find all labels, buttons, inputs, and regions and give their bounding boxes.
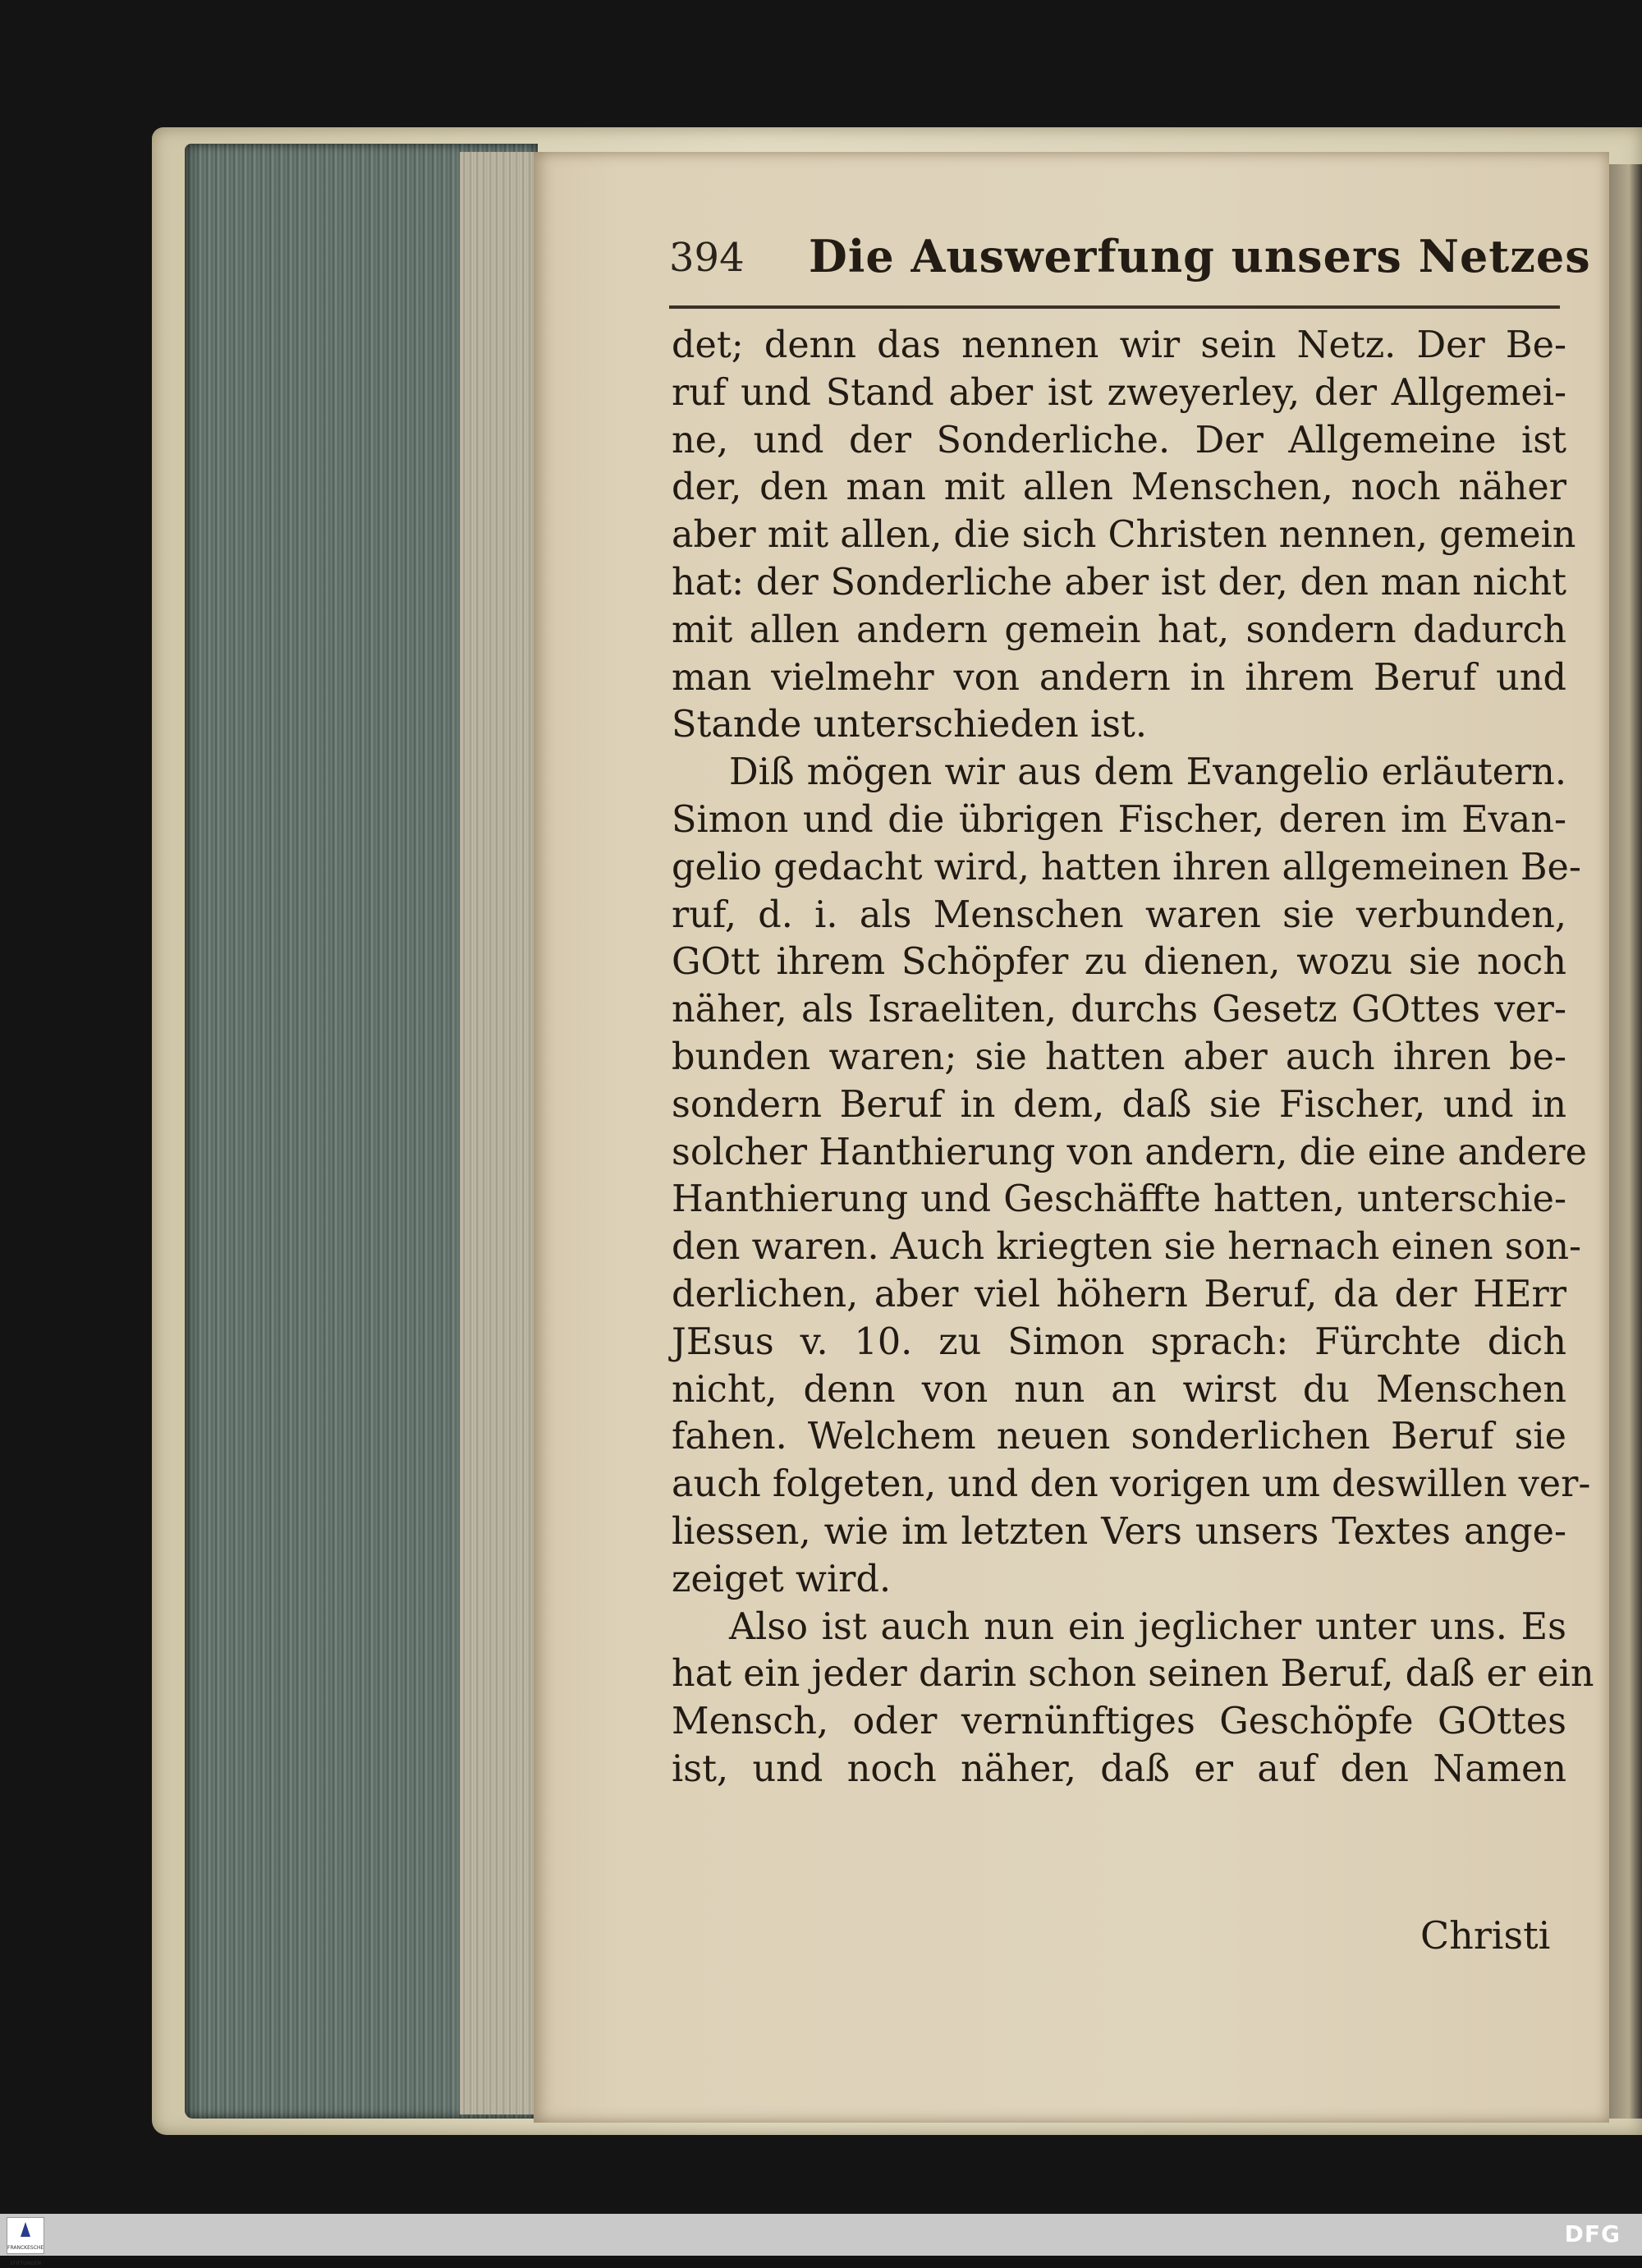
text-line: mit allen andern gemein hat, sondern dadurch: [672, 608, 1566, 651]
page-number: 394: [669, 235, 745, 281]
text-line: auch folgeten, und den vorigen um deswillen ver-: [672, 1463, 1591, 1506]
institution-logo[interactable]: [7, 2217, 44, 2266]
facing-page-edge: [1609, 164, 1642, 2119]
text-line: man vielmehr von andern in ihrem Beruf und: [672, 656, 1566, 699]
text-line: der, den man mit allen Menschen, noch näher: [672, 466, 1566, 509]
running-head: [669, 230, 1591, 296]
text-line: det; denn das nennen wir sein Netz. Der Be-: [672, 324, 1566, 366]
running-head-title: Die Auswerfung unsers Netzes: [809, 230, 1591, 282]
text-line: den waren. Auch kriegten sie hernach einen son-: [672, 1226, 1582, 1269]
text-line: fahen. Welchem neuen sonderlichen Beruf sie: [672, 1416, 1566, 1458]
text-line: ruf und Stand aber ist zweyerley, der Allgemei-: [672, 371, 1566, 414]
text-line: JEsus v. 10. zu Simon sprach: Fürchte dich: [672, 1320, 1566, 1363]
text-line: Simon und die übrigen Fischer, deren im Evan-: [672, 798, 1566, 841]
logo-mark-icon: [21, 2222, 30, 2237]
text-line: zeiget wird.: [672, 1558, 892, 1600]
catchword: Christi: [1420, 1913, 1551, 1958]
logo-caption: FRANCKESCHE STIFTUNGEN: [7, 2245, 44, 2266]
text-line: ist, und noch näher, daß er auf den Namen: [672, 1747, 1566, 1790]
text-line: Mensch, oder vernünftiges Geschöpfe GOttes: [672, 1701, 1566, 1743]
text-line: derlichen, aber viel höhern Beruf, da der HErr: [672, 1273, 1566, 1315]
viewer-footer-bar: [0, 2214, 1642, 2266]
body-text: [672, 322, 1594, 1793]
text-line: Also ist auch nun ein jeglicher unter uns. Es: [729, 1605, 1566, 1648]
text-line: bunden waren; sie hatten aber auch ihren be-: [672, 1035, 1566, 1078]
text-line: Stande unterschieden ist.: [672, 704, 1148, 746]
text-line: nicht, denn von nun an wirst du Menschen: [672, 1368, 1566, 1411]
text-line: Hanthierung und Geschäffte hatten, unterschie-: [672, 1178, 1566, 1221]
text-line: ne, und der Sonderliche. Der Allgemeine ist: [672, 419, 1566, 461]
text-line: ruf, d. i. als Menschen waren sie verbunden,: [672, 893, 1566, 936]
header-rule: [669, 305, 1560, 309]
dfg-logo[interactable]: DFG: [1564, 2220, 1621, 2247]
text-line: Diß mögen wir aus dem Evangelio erläutern.: [729, 751, 1566, 794]
text-line: solcher Hanthierung von andern, die eine andere: [672, 1131, 1588, 1173]
text-line: gelio gedacht wird, hatten ihren allgemeinen Be-: [672, 846, 1581, 888]
page-block-edge-light: [460, 152, 538, 2114]
text-line: hat ein jeder darin schon seinen Beruf, daß er ein: [672, 1653, 1594, 1696]
text-line: liessen, wie im letzten Vers unsers Textes ange-: [672, 1510, 1566, 1553]
text-line: hat: der Sonderliche aber ist der, den man nicht: [672, 561, 1566, 604]
text-line: aber mit allen, die sich Christen nennen, gemein: [672, 514, 1576, 557]
text-line: näher, als Israeliten, durchs Gesetz GOttes ver-: [672, 989, 1566, 1031]
text-line: sondern Beruf in dem, daß sie Fischer, und in: [672, 1083, 1566, 1126]
text-line: GOtt ihrem Schöpfer zu dienen, wozu sie noch: [672, 941, 1566, 984]
